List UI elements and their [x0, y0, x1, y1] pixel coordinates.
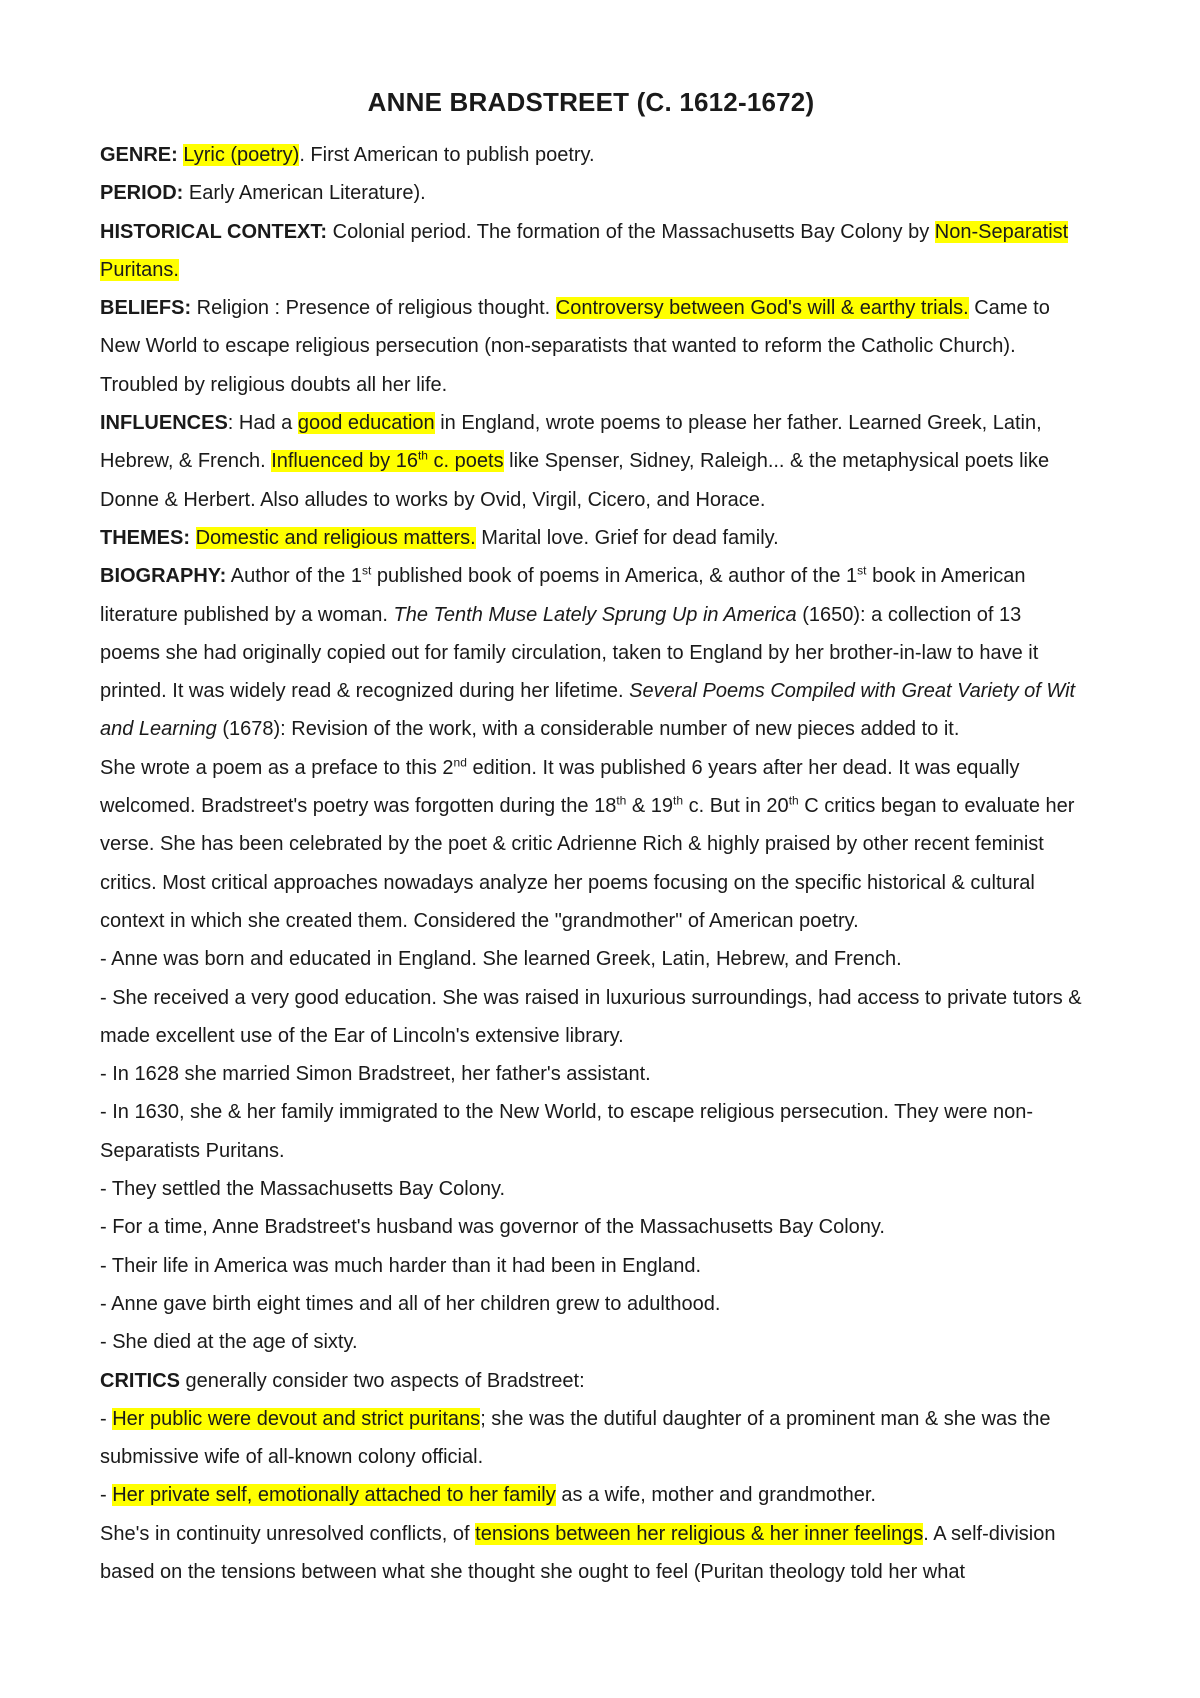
critics-dash-1: -: [100, 1407, 113, 1430]
beliefs-paragraph: [100, 289, 1082, 404]
critics-label: CRITICS: [100, 1369, 180, 1392]
fact-item: - For a time, Anne Bradstreet's husband was governor of the Massachusetts Bay Colony.: [100, 1216, 885, 1239]
genre-text: . First American to publish poetry.: [299, 144, 595, 166]
preface-paragraph: [100, 749, 1082, 940]
biography-text-5: (1678): Revision of the work, with a considerable number of new pieces added to it.: [216, 718, 960, 741]
preface-sup-1: nd: [453, 755, 467, 770]
fact-item: - Their life in America was much harder than it had been in England.: [100, 1254, 702, 1277]
influences-text-1: : Had a: [227, 412, 298, 435]
historical-label: HISTORICAL CONTEXT:: [100, 220, 328, 243]
themes-line: [100, 519, 1082, 557]
fact-item: - In 1630, she & her family immigrated to the New World, to escape religious persecution. They were non-Separatists Puritans.: [100, 1101, 1034, 1162]
influences-highlight-2b: c. poets: [427, 450, 504, 473]
preface-text-5: C critics began to evaluate her verse. She has been celebrated by the poet & critic Adrienne Rich & highly praised by other recent feminist critics. Most critical approaches nowadays analyze her poems focusing on the specific historical & cultural context in which she created them. Considered the "grandmother" of American poetry.: [100, 795, 1075, 932]
preface-sup-4: th: [788, 793, 799, 808]
influences-highlight-2-sup: th: [417, 448, 428, 463]
preface-sup-3: th: [673, 793, 684, 808]
themes-highlight: Domestic and religious matters.: [195, 526, 476, 549]
closing-highlight: tensions between her religious & her inner feelings: [475, 1522, 924, 1545]
genre-line: [100, 136, 1082, 174]
fact-item: - She received a very good education. She was raised in luxurious surroundings, had access to private tutors & made excellent use of the Ear of Lincoln's extensive library.: [100, 986, 1082, 1047]
closing-text-1: She's in continuity unresolved conflicts, of: [100, 1522, 476, 1545]
preface-text-3: & 19: [626, 795, 674, 818]
critics-line: [100, 1362, 1082, 1400]
historical-text: Colonial period. The formation of the Massachusetts Bay Colony by: [327, 220, 935, 243]
biography-sup-2: st: [857, 563, 867, 578]
book-title-tenth-muse: The Tenth Muse Lately Sprung Up in America: [393, 603, 797, 626]
period-label: PERIOD:: [100, 182, 184, 205]
biography-text-4: (1650): a collection of 13 poems she had originally copied out for family circulation, taken to England by her brother-in-law to have it printed. It was widely read & recognized during her lifetime.: [100, 603, 1039, 703]
influences-highlight-2: [271, 450, 503, 472]
fact-item: - Anne gave birth eight times and all of her children grew to adulthood.: [100, 1292, 721, 1315]
historical-highlight: Non-Separatist Puritans.: [100, 220, 1069, 281]
critics-dash-2: -: [100, 1484, 113, 1507]
preface-text-2: edition. It was published 6 years after her dead. It was equally welcomed. Bradstreet's poetry was forgotten during the 18: [100, 756, 1020, 818]
fact-item: - They settled the Massachusetts Bay Colony.: [100, 1178, 506, 1201]
biography-label: BIOGRAPHY:: [100, 565, 227, 588]
period-line: [100, 174, 1082, 212]
beliefs-text-2: Came to New World to escape religious persecution (non-separatists that wanted to reform the Catholic Church). Troubled by religious doubts all her life.: [100, 297, 1050, 396]
influences-paragraph: [100, 404, 1082, 519]
critics-aspect-private: [100, 1476, 1082, 1514]
critics-public-text: ; she was the dutiful daughter of a prominent man & she was the submissive wife of all-known colony official.: [100, 1407, 1051, 1469]
themes-label: THEMES:: [100, 526, 190, 549]
fact-item: - In 1628 she married Simon Bradstreet, her father's assistant.: [100, 1063, 651, 1086]
preface-sup-2: th: [616, 793, 627, 808]
book-title-several-poems: Several Poems Compiled with Great Variety of Wit and Learning: [100, 680, 1076, 741]
critics-aspect-public: [100, 1400, 1082, 1477]
closing-paragraph: [100, 1515, 1082, 1592]
closing-text-2: . A self-division based on the tensions between what she thought she ought to feel (Puritan theology told her what: [100, 1522, 1056, 1583]
beliefs-text-1: Religion : Presence of religious thought.: [191, 297, 556, 320]
critics-private-text: as a wife, mother and grandmother.: [555, 1484, 876, 1507]
biography-text-2: published book of poems in America, & author of the 1: [371, 565, 858, 588]
biography-text-3: book in American literature published by a woman.: [100, 565, 1026, 626]
critics-public-highlight: Her public were devout and strict puritans: [112, 1407, 481, 1430]
beliefs-label: BELIEFS:: [100, 297, 192, 320]
biography-paragraph: [100, 557, 1082, 748]
critics-private-highlight: Her private self, emotionally attached to her family: [112, 1484, 556, 1507]
preface-text-4: c. But in 20: [683, 795, 789, 818]
critics-text: generally consider two aspects of Bradstreet:: [180, 1369, 585, 1392]
genre-label: GENRE:: [100, 144, 178, 166]
influences-label: INFLUENCES: [100, 412, 228, 435]
fact-item: - Anne was born and educated in England. She learned Greek, Latin, Hebrew, and French.: [100, 948, 902, 971]
genre-highlight: Lyric (poetry): [183, 144, 300, 166]
biography-text-1: Author of the 1: [226, 565, 362, 588]
period-text: Early American Literature).: [183, 182, 426, 205]
fact-item: - She died at the age of sixty.: [100, 1331, 358, 1354]
themes-text: Marital love. Grief for dead family.: [475, 526, 779, 549]
preface-text-1: She wrote a poem as a preface to this 2: [100, 756, 454, 779]
beliefs-highlight: Controversy between God's will & earthy trials.: [555, 297, 969, 320]
influences-text-2: in England, wrote poems to please her father. Learned Greek, Latin, Hebrew, & French.: [100, 412, 1042, 473]
historical-context-paragraph: [100, 213, 1082, 290]
biography-sup-1: st: [361, 563, 372, 578]
page-title: ANNE BRADSTREET (C. 1612-1672): [367, 87, 815, 117]
influences-highlight-2a: Influenced by 16: [271, 450, 418, 473]
influences-highlight-1: good education: [297, 412, 435, 435]
influences-text-3: like Spenser, Sidney, Raleigh... & the metaphysical poets like Donne & Herbert. Also alludes to works by Ovid, Virgil, Cicero, and Horace.: [100, 450, 1050, 511]
